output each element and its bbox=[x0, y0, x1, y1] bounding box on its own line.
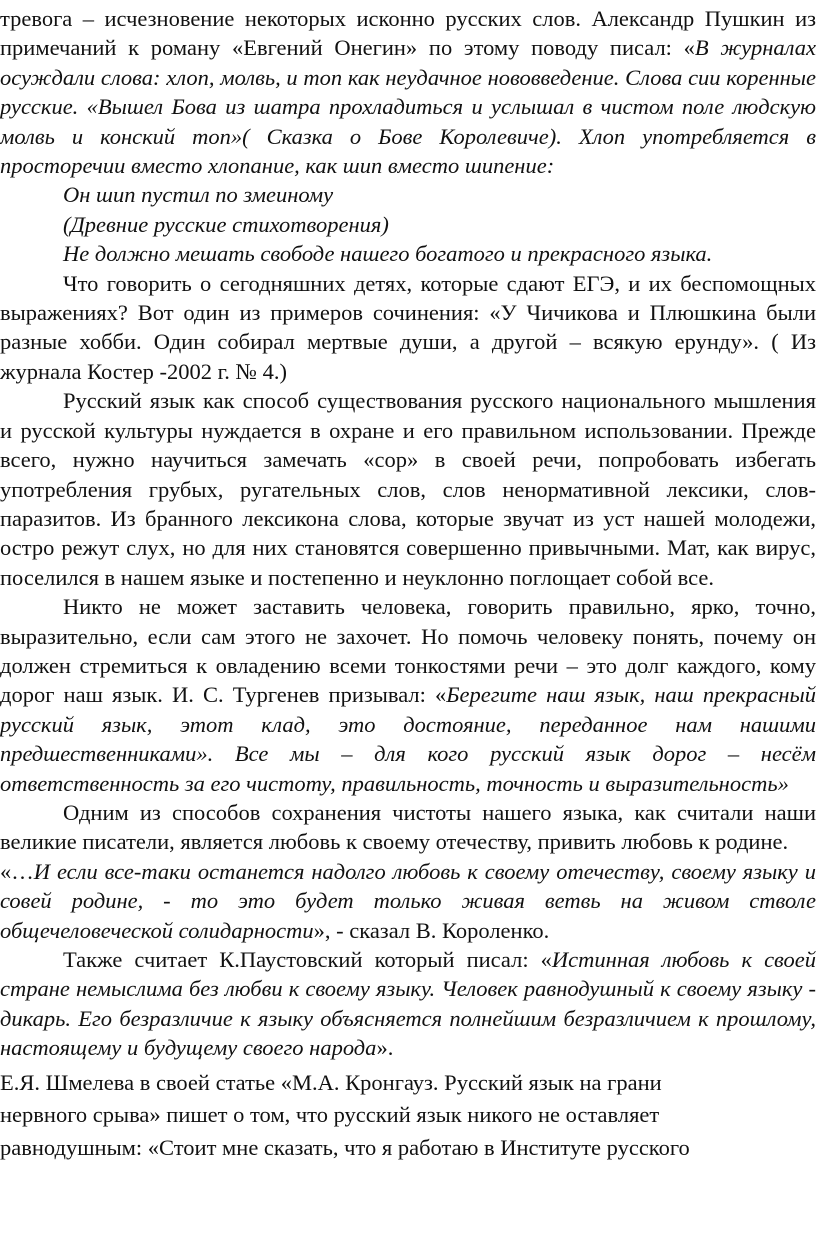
paragraph-turgenev bbox=[0, 592, 816, 798]
poem-line: Он шип пустил по змеиному bbox=[63, 182, 334, 208]
italic-quote: В журналах осуждали слова: хлоп, молвь, и топ как неудачное нововведение. Слова сии коренные русские. «Вышел Бова из шатра прохладиться и услышал в чистом поле людскую молвь и конский топ»( Сказка о Бове Королевиче). Хлоп употребляется в просторечии вместо хлопание, как шип вместо шипение: bbox=[0, 35, 816, 179]
paragraph-russian-language: Русский язык как способ существования русского национального мышления и русской культуры нуждается в охране и его правильном использовании. Прежде всего, нужно научиться замечать «сор» в своей речи, попробовать избегать употребления грубых, ругательных слов, слов ненормативной лексики, слов-паразитов. Из бранного лексикона слова, которые звучат из уст нашей молодежи, остро режут слух, но для них становятся совершенно привычными. Мат, как вирус, поселился в нашем языке и постепенно и неуклонно поглощает собой все. bbox=[0, 388, 816, 590]
text-run: », - сказал В. Короленко. bbox=[313, 917, 550, 943]
poem-source: (Древние русские стихотворения) bbox=[63, 211, 389, 237]
paragraph-love-fatherland: Одним из способов сохранения чистоты нашего языка, как считали наши великие писатели, является любовь к своему отечеству, привить любовь к родине. bbox=[0, 799, 816, 855]
text-run: тревога – исчезновение некоторых исконно русских слов. Александр Пушкин из примечаний к роману «Евгений Онегин» по этому поводу писал: « bbox=[0, 6, 816, 61]
text-run: Также считает К.Паустовский который писал: « bbox=[63, 947, 552, 972]
paragraph-shmeleva bbox=[0, 1067, 816, 1165]
italic-quote: Берегите наш язык, наш прекрасный русский язык, этот клад, это достояние, переданное нам нашими предшественниками». Все мы – для кого русский язык дорог – несём ответственность за его чистоту, правильность, точность и выразительность» bbox=[0, 682, 816, 796]
text-line: Е.Я. Шмелева в своей статье «М.А. Кронгауз. Русский язык на грани bbox=[0, 1069, 662, 1095]
text-run: Никто не может заставить человека, говорить правильно, ярко, точно, выразительно, если сам этого не захочет. Но помочь человеку понять, почему он должен стремиться к овладению всеми тонкостями речи – это долг каждого, кому дорог наш язык. И. С. Тургенев призывал: « bbox=[0, 594, 816, 708]
paragraph-pushkin-quote bbox=[0, 4, 816, 180]
text-run: ». bbox=[376, 1035, 394, 1061]
italic-quote: Истинная любовь к своей стране немыслима без любви к своему языку. Человек равнодушный к своему языку - дикарь. Его безразличие к языку объясняется полнейшим безразличием к прошлому, настоящему и будущему своего народа bbox=[0, 947, 816, 1061]
poem-conclusion: Не должно мешать свободе нашего богатого и прекрасного языка. bbox=[63, 241, 713, 267]
paragraph-paustovsky bbox=[0, 945, 816, 1063]
paragraph-korolenko bbox=[0, 857, 816, 945]
italic-quote: И если все-таки останется надолго любовь к своему отечеству, своему языку и совей родине, - то это будет только живая ветвь на живом стволе общечеловеческой солидарности bbox=[0, 858, 816, 943]
text-line: равнодушным: «Стоит мне сказать, что я работаю в Институте русского bbox=[0, 1134, 690, 1160]
paragraph-ege: Что говорить о сегодняшних детях, которые сдают ЕГЭ, и их беспомощных выражениях? Вот один из примеров сочинения: «У Чичикова и Плюшкина были разные хобби. Один собирал мертвые души, а другой – всякую ерунду». ( Из журнала Костер -2002 г. № 4.) bbox=[0, 270, 816, 384]
text-run: «… bbox=[0, 858, 34, 884]
text-line: нервного срыва» пишет о том, что русский язык никого не оставляет bbox=[0, 1102, 660, 1128]
